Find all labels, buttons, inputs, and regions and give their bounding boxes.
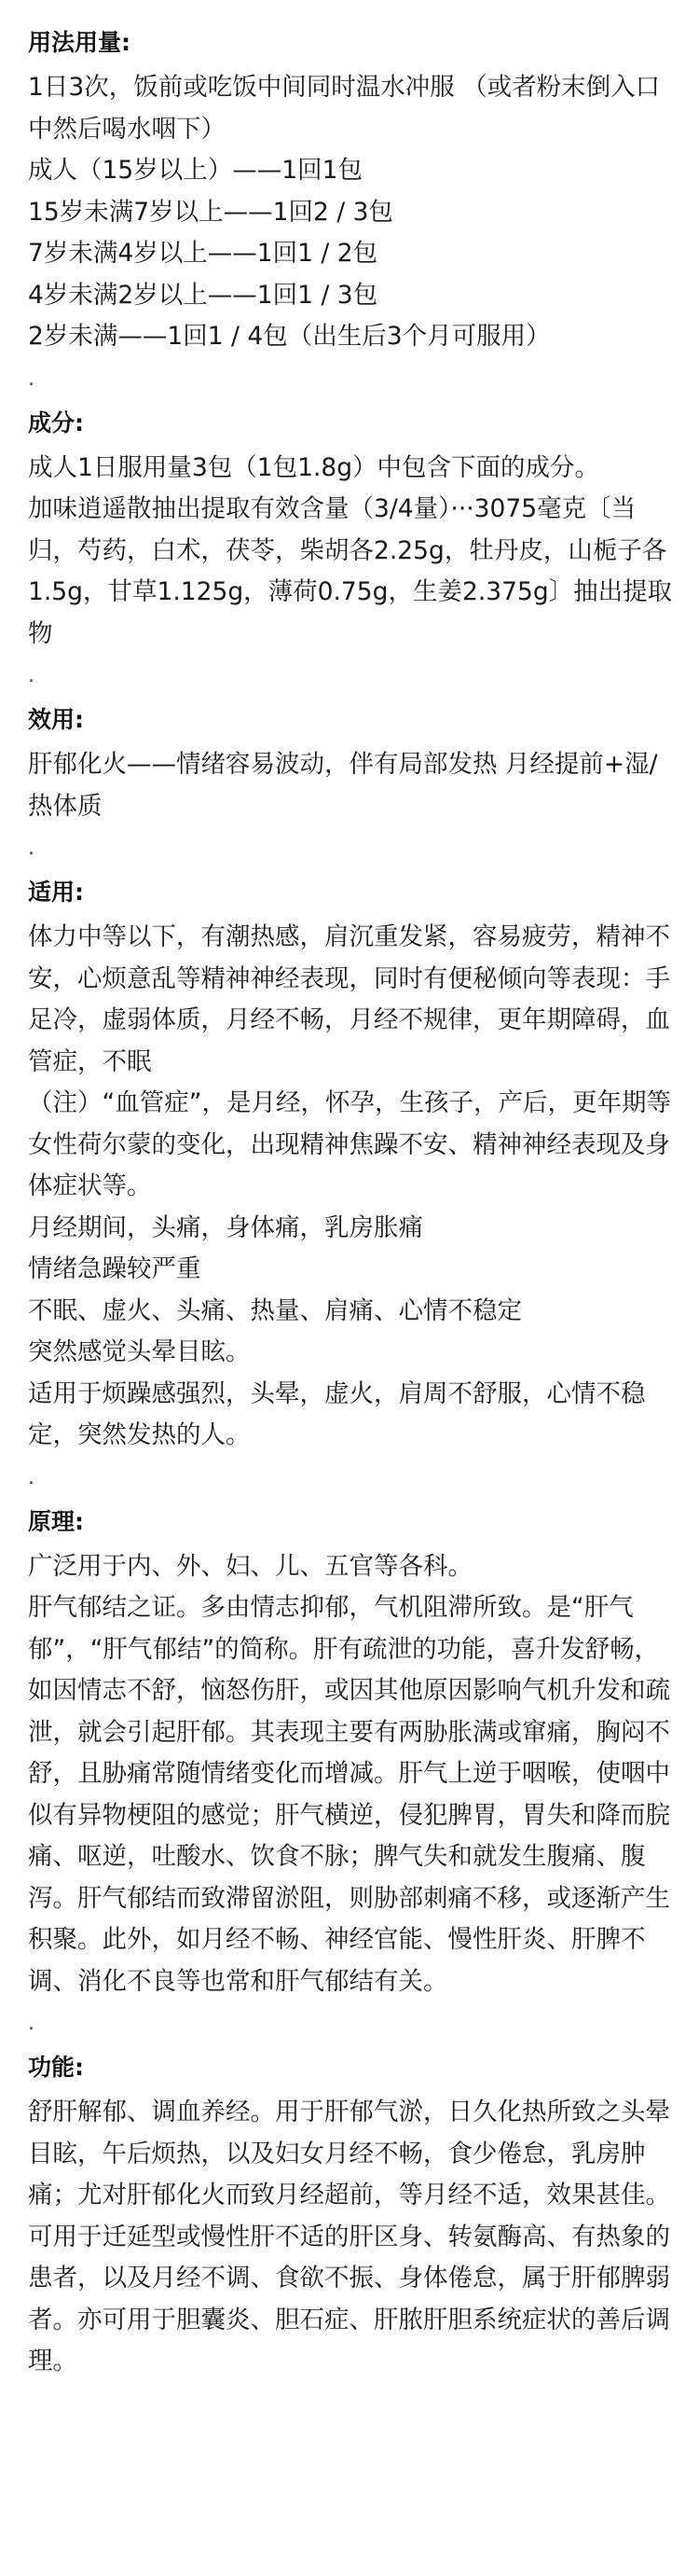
text-line: 突然感觉头晕目眩。 [28, 1337, 251, 1366]
text-line: 适用于烦躁感强烈，头晕，虚火，肩周不舒服，心情不稳定，突然发热的人。 [28, 1378, 646, 1449]
text-line: 15岁未满7岁以上——1回2 / 3包 [28, 197, 393, 227]
section-separator: . [28, 664, 34, 687]
text-line: 舒肝解郁、调血养经。用于肝郁气淤，日久化热所致之头晕目眩，午后烦热，以及妇女月经不畅，食少倦怠，乳房肿痛；尤对肝郁化火而致月经超前，等月经不适，效果甚佳。 [28, 2098, 670, 2209]
text-line: 不眠、虚火、头痛、热量、肩痛、心情不稳定 [28, 1295, 522, 1325]
text-line: 广泛用于内、外、妇、儿、五官等各科。 [28, 1551, 473, 1581]
text-line: 加味逍遥散抽出提取有效含量（3/4量）···3075毫克〔当归，芍药，白术，茯苓，柴胡各2.25g，牡丹皮，山栀子各1.5g，甘草1.125g，薄荷0.75g，生姜2.375g〕抽出提取物 [28, 494, 673, 648]
section-separator: . [28, 2012, 34, 2035]
text-line: 7岁未满4岁以上——1回1 / 2包 [28, 239, 378, 268]
section-efficacy [28, 701, 673, 870]
text-line: 成人（15岁以上）——1回1包 [28, 156, 363, 185]
text-line: 情绪急躁较严重 [28, 1254, 201, 1283]
text-line: 成人1日服用量3包（1包1.8g）中包含下面的成分。 [28, 452, 600, 482]
section-heading: 用法用量: [28, 29, 130, 56]
text-line: 1日3次，饭前或吃饭中间同时温水冲服 （或者粉末倒入口中然后喝水咽下） [28, 73, 661, 144]
text-line: 月经期间，头痛，身体痛，乳房胀痛 [28, 1212, 423, 1242]
text-line: 肝气郁结之证。多由情志抑郁，气机阻滞所致。是“肝气郁”，“肝气郁结”的简称。肝有疏泄的功能，喜升发舒畅，如因情志不舒，恼怒伤肝，或因其他原因影响气机升发和疏泄，就会引起肝郁。其表现主要有两胁胀满或窜痛，胸闷不舒，且胁痛常随情绪变化而增减。肝气上逆于咽喉，使咽中似有异物梗阻的感觉；肝气横逆，侵犯脾胃，胃失和降而脘痛、呕逆，吐酸水、饮食不脉；脾气失和就发生腹痛、腹泻。肝气郁结而致滞留淤阻，则胁部刺痛不移，或逐渐产生积聚。此外，如月经不畅、神经官能、慢性肝炎、肝脾不调、消化不良等也常和肝气郁结有关。 [28, 1593, 670, 1996]
section-separator: . [28, 367, 34, 391]
section-function [28, 2049, 673, 2383]
section-ingredients [28, 405, 673, 699]
section-indications [28, 874, 673, 1500]
text-line: 2岁未满——1回1 / 4包（出生后3个月可服用） [28, 322, 551, 351]
text-line: 可用于迁延型或慢性肝不适的肝区身、转氨酶高、有热象的患者，以及月经不调、食欲不振、身体倦怠，属于肝郁脾弱者。亦可用于胆囊炎、胆石症、肝脓肝胆系统症状的善后调理。 [28, 2222, 670, 2375]
text-line: 4岁未满2岁以上——1回1 / 3包 [28, 280, 378, 310]
section-heading: 成分: [28, 409, 84, 436]
section-heading: 原理: [28, 1507, 84, 1535]
section-heading: 效用: [28, 706, 84, 733]
section-usage-dosage [28, 24, 673, 401]
section-principle [28, 1503, 673, 2046]
section-separator: . [28, 837, 34, 860]
section-separator: . [28, 1465, 34, 1489]
section-heading: 适用: [28, 879, 84, 906]
text-line: 肝郁化火——情绪容易波动，伴有局部发热 月经提前+湿/热体质 [28, 750, 658, 821]
text-line: 体力中等以下，有潮热感，肩沉重发紧，容易疲劳，精神不安，心烦意乱等精神神经表现，同时有便秘倾向等表现：手足冷，虚弱体质，月经不畅，月经不规律，更年期障碍，血管症，不眠 [28, 922, 670, 1076]
text-line: （注）“血管症”，是月经，怀孕，生孩子，产后，更年期等女性荷尔蒙的变化，出现精神焦躁不安、精神神经表现及身体症状等。 [28, 1088, 671, 1200]
section-heading: 功能: [28, 2054, 84, 2081]
